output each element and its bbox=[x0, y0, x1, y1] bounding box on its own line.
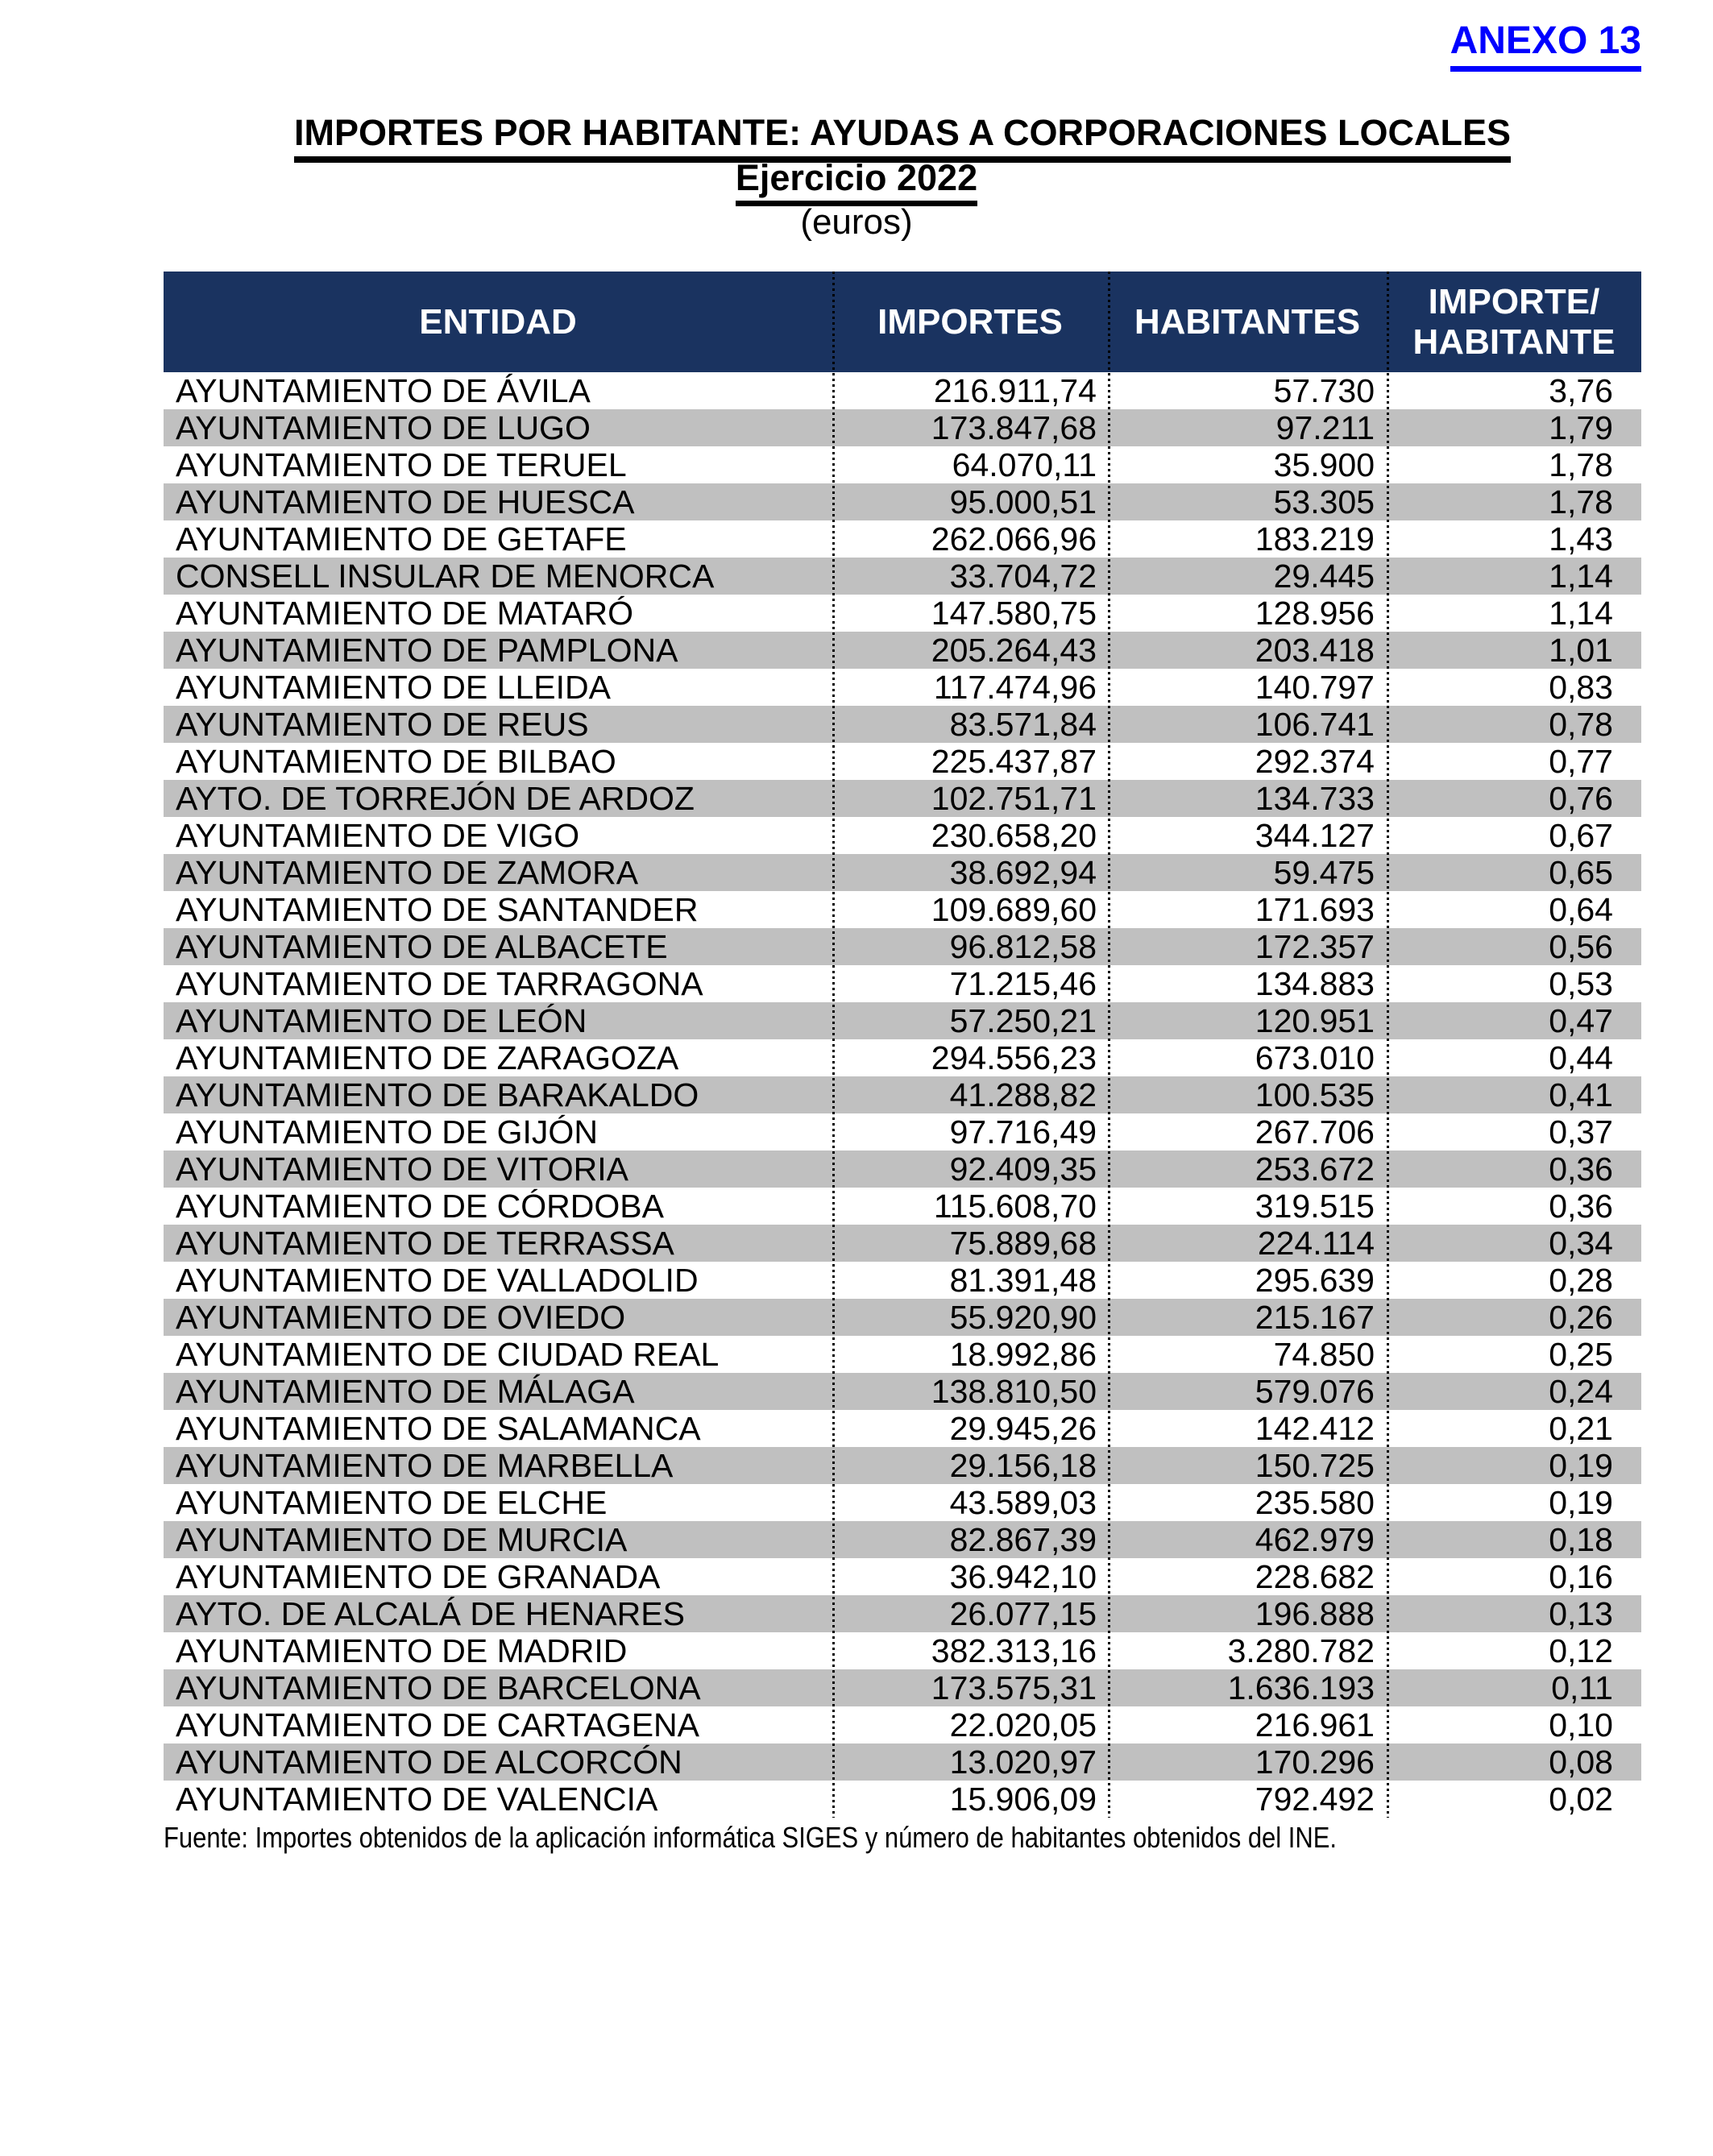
cell-ratio: 1,14 bbox=[1549, 595, 1613, 632]
cell-habitantes: 171.693 bbox=[1255, 891, 1375, 928]
cell-importes: 43.589,03 bbox=[949, 1484, 1097, 1521]
cell-entidad: AYUNTAMIENTO DE PAMPLONA bbox=[176, 632, 678, 669]
cell-entidad: AYUNTAMIENTO DE ELCHE bbox=[176, 1484, 608, 1521]
cell-ratio: 0,41 bbox=[1549, 1076, 1613, 1113]
cell-habitantes: 59.475 bbox=[1273, 854, 1375, 891]
cell-importes: 262.066,96 bbox=[931, 520, 1097, 558]
cell-habitantes: 142.412 bbox=[1255, 1410, 1375, 1447]
cell-ratio: 0,67 bbox=[1549, 817, 1613, 854]
cell-ratio: 0,34 bbox=[1549, 1225, 1613, 1262]
cell-entidad: AYUNTAMIENTO DE MATARÓ bbox=[176, 595, 633, 632]
cell-habitantes: 792.492 bbox=[1255, 1781, 1375, 1818]
data-table bbox=[164, 272, 1641, 1818]
cell-habitantes: 128.956 bbox=[1255, 595, 1375, 632]
cell-ratio: 0,21 bbox=[1549, 1410, 1613, 1447]
cell-importes: 109.689,60 bbox=[931, 891, 1097, 928]
cell-importes: 115.608,70 bbox=[933, 1188, 1097, 1225]
cell-ratio: 1,43 bbox=[1549, 520, 1613, 558]
table-row bbox=[164, 1225, 1641, 1262]
table-row bbox=[164, 1076, 1641, 1113]
cell-entidad: AYUNTAMIENTO DE SALAMANCA bbox=[176, 1410, 701, 1447]
table-body bbox=[164, 372, 1641, 1818]
cell-importes: 83.571,84 bbox=[949, 706, 1097, 743]
cell-entidad: AYUNTAMIENTO DE GIJÓN bbox=[176, 1113, 598, 1151]
cell-habitantes: 215.167 bbox=[1255, 1299, 1375, 1336]
cell-importes: 29.945,26 bbox=[949, 1410, 1097, 1447]
cell-habitantes: 673.010 bbox=[1255, 1039, 1375, 1076]
cell-habitantes: 100.535 bbox=[1255, 1076, 1375, 1113]
cell-habitantes: 57.730 bbox=[1273, 372, 1375, 409]
table-row bbox=[164, 1373, 1641, 1410]
cell-ratio: 0,08 bbox=[1549, 1743, 1613, 1781]
column-divider-2 bbox=[1108, 272, 1110, 1818]
cell-entidad: AYUNTAMIENTO DE MARBELLA bbox=[176, 1447, 674, 1484]
table-row bbox=[164, 1188, 1641, 1225]
cell-ratio: 0,65 bbox=[1549, 854, 1613, 891]
cell-importes: 57.250,21 bbox=[949, 1002, 1097, 1039]
cell-habitantes: 3.280.782 bbox=[1227, 1632, 1375, 1669]
column-divider-3 bbox=[1387, 272, 1389, 1818]
cell-habitantes: 579.076 bbox=[1255, 1373, 1375, 1410]
cell-importes: 138.810,50 bbox=[931, 1373, 1097, 1410]
cell-entidad: AYUNTAMIENTO DE VALLADOLID bbox=[176, 1262, 699, 1299]
table-row bbox=[164, 706, 1641, 743]
cell-entidad: AYUNTAMIENTO DE ZARAGOZA bbox=[176, 1039, 679, 1076]
table-header-row bbox=[164, 272, 1641, 372]
cell-importes: 205.264,43 bbox=[931, 632, 1097, 669]
table-row bbox=[164, 1410, 1641, 1447]
cell-importes: 75.889,68 bbox=[949, 1225, 1097, 1262]
cell-habitantes: 134.733 bbox=[1255, 780, 1375, 817]
source-note: Fuente: Importes obtenidos de la aplicación informática SIGES y número de habitantes obtenidos del INE. bbox=[164, 1821, 1337, 1854]
header-importe-habitante-line2: HABITANTE bbox=[1412, 321, 1616, 362]
cell-ratio: 0,83 bbox=[1549, 669, 1613, 706]
cell-ratio: 1,79 bbox=[1549, 409, 1613, 446]
page-title: IMPORTES POR HABITANTE: AYUDAS A CORPORACIONES LOCALES bbox=[294, 113, 1511, 163]
cell-entidad: AYUNTAMIENTO DE ÁVILA bbox=[176, 372, 591, 409]
cell-entidad: AYUNTAMIENTO DE TERRASSA bbox=[176, 1225, 674, 1262]
cell-entidad: AYUNTAMIENTO DE LEÓN bbox=[176, 1002, 587, 1039]
cell-habitantes: 235.580 bbox=[1255, 1484, 1375, 1521]
cell-entidad: AYUNTAMIENTO DE CARTAGENA bbox=[176, 1706, 700, 1743]
cell-importes: 173.847,68 bbox=[931, 409, 1097, 446]
column-divider-1 bbox=[832, 272, 835, 1818]
table-row bbox=[164, 1336, 1641, 1373]
table-row bbox=[164, 1002, 1641, 1039]
table-row bbox=[164, 965, 1641, 1002]
header-importe-habitante-line1: IMPORTE/ bbox=[1428, 281, 1600, 321]
table-row bbox=[164, 409, 1641, 446]
cell-ratio: 3,76 bbox=[1549, 372, 1613, 409]
table-row bbox=[164, 520, 1641, 558]
cell-habitantes: 134.883 bbox=[1255, 965, 1375, 1002]
cell-importes: 71.215,46 bbox=[949, 965, 1097, 1002]
cell-entidad: AYUNTAMIENTO DE BARAKALDO bbox=[176, 1076, 699, 1113]
cell-ratio: 0,36 bbox=[1549, 1188, 1613, 1225]
cell-importes: 225.437,87 bbox=[931, 743, 1097, 780]
table-row bbox=[164, 632, 1641, 669]
cell-ratio: 0,25 bbox=[1549, 1336, 1613, 1373]
cell-importes: 38.692,94 bbox=[949, 854, 1097, 891]
cell-importes: 18.992,86 bbox=[949, 1336, 1097, 1373]
cell-habitantes: 319.515 bbox=[1255, 1188, 1375, 1225]
table-row bbox=[164, 1521, 1641, 1558]
table-row bbox=[164, 1706, 1641, 1743]
cell-entidad: AYUNTAMIENTO DE HUESCA bbox=[176, 483, 635, 520]
table-row bbox=[164, 891, 1641, 928]
table-row bbox=[164, 1669, 1641, 1706]
table-row bbox=[164, 1447, 1641, 1484]
cell-ratio: 0,10 bbox=[1549, 1706, 1613, 1743]
cell-entidad: AYUNTAMIENTO DE SANTANDER bbox=[176, 891, 699, 928]
cell-habitantes: 140.797 bbox=[1255, 669, 1375, 706]
cell-ratio: 0,77 bbox=[1549, 743, 1613, 780]
cell-ratio: 0,13 bbox=[1549, 1595, 1613, 1632]
cell-importes: 64.070,11 bbox=[952, 446, 1097, 483]
cell-habitantes: 35.900 bbox=[1273, 446, 1375, 483]
cell-entidad: AYUNTAMIENTO DE TARRAGONA bbox=[176, 965, 703, 1002]
cell-entidad: AYUNTAMIENTO DE REUS bbox=[176, 706, 589, 743]
cell-habitantes: 183.219 bbox=[1255, 520, 1375, 558]
cell-habitantes: 53.305 bbox=[1273, 483, 1375, 520]
cell-entidad: AYUNTAMIENTO DE CÓRDOBA bbox=[176, 1188, 664, 1225]
cell-habitantes: 344.127 bbox=[1255, 817, 1375, 854]
cell-importes: 82.867,39 bbox=[949, 1521, 1097, 1558]
page-subtitle-year: Ejercicio 2022 bbox=[736, 158, 977, 206]
table-row bbox=[164, 1262, 1641, 1299]
cell-ratio: 0,24 bbox=[1549, 1373, 1613, 1410]
table-row bbox=[164, 372, 1641, 409]
table-row bbox=[164, 1781, 1641, 1818]
cell-entidad: AYUNTAMIENTO DE ZAMORA bbox=[176, 854, 639, 891]
cell-ratio: 0,11 bbox=[1551, 1669, 1613, 1706]
cell-entidad: AYTO. DE ALCALÁ DE HENARES bbox=[176, 1595, 685, 1632]
cell-importes: 102.751,71 bbox=[931, 780, 1097, 817]
cell-ratio: 1,01 bbox=[1549, 632, 1613, 669]
table-row bbox=[164, 1151, 1641, 1188]
cell-importes: 173.575,31 bbox=[931, 1669, 1097, 1706]
cell-entidad: AYUNTAMIENTO DE VITORIA bbox=[176, 1151, 628, 1188]
cell-importes: 26.077,15 bbox=[949, 1595, 1097, 1632]
cell-importes: 41.288,82 bbox=[949, 1076, 1097, 1113]
cell-importes: 13.020,97 bbox=[949, 1743, 1097, 1781]
table-row bbox=[164, 1558, 1641, 1595]
cell-entidad: AYUNTAMIENTO DE BARCELONA bbox=[176, 1669, 701, 1706]
cell-habitantes: 150.725 bbox=[1255, 1447, 1375, 1484]
cell-importes: 55.920,90 bbox=[949, 1299, 1097, 1336]
cell-habitantes: 29.445 bbox=[1273, 558, 1375, 595]
cell-importes: 216.911,74 bbox=[933, 372, 1097, 409]
cell-importes: 92.409,35 bbox=[949, 1151, 1097, 1188]
cell-habitantes: 196.888 bbox=[1255, 1595, 1375, 1632]
table-row bbox=[164, 1595, 1641, 1632]
table-row bbox=[164, 595, 1641, 632]
header-entidad: ENTIDAD bbox=[419, 301, 577, 342]
cell-ratio: 0,19 bbox=[1549, 1447, 1613, 1484]
cell-habitantes: 224.114 bbox=[1257, 1225, 1375, 1262]
cell-habitantes: 170.296 bbox=[1255, 1743, 1375, 1781]
cell-entidad: AYUNTAMIENTO DE ALCORCÓN bbox=[176, 1743, 682, 1781]
cell-entidad: AYUNTAMIENTO DE GETAFE bbox=[176, 520, 627, 558]
cell-importes: 36.942,10 bbox=[949, 1558, 1097, 1595]
cell-entidad: AYUNTAMIENTO DE LLEIDA bbox=[176, 669, 611, 706]
cell-importes: 22.020,05 bbox=[949, 1706, 1097, 1743]
cell-importes: 97.716,49 bbox=[949, 1113, 1097, 1151]
cell-entidad: AYUNTAMIENTO DE GRANADA bbox=[176, 1558, 661, 1595]
cell-habitantes: 253.672 bbox=[1255, 1151, 1375, 1188]
cell-entidad: AYUNTAMIENTO DE ALBACETE bbox=[176, 928, 668, 965]
cell-habitantes: 203.418 bbox=[1255, 632, 1375, 669]
table-row bbox=[164, 928, 1641, 965]
table-row bbox=[164, 780, 1641, 817]
cell-ratio: 0,64 bbox=[1549, 891, 1613, 928]
page-subtitle-units: (euros) bbox=[800, 202, 913, 242]
cell-importes: 147.580,75 bbox=[931, 595, 1097, 632]
cell-entidad: AYUNTAMIENTO DE MADRID bbox=[176, 1632, 628, 1669]
cell-habitantes: 462.979 bbox=[1255, 1521, 1375, 1558]
cell-ratio: 0,02 bbox=[1549, 1781, 1613, 1818]
cell-entidad: AYUNTAMIENTO DE MÁLAGA bbox=[176, 1373, 635, 1410]
cell-ratio: 0,47 bbox=[1549, 1002, 1613, 1039]
cell-ratio: 0,28 bbox=[1549, 1262, 1613, 1299]
cell-ratio: 0,78 bbox=[1549, 706, 1613, 743]
cell-habitantes: 97.211 bbox=[1275, 409, 1375, 446]
cell-entidad: AYTO. DE TORREJÓN DE ARDOZ bbox=[176, 780, 695, 817]
table-row bbox=[164, 854, 1641, 891]
cell-importes: 294.556,23 bbox=[931, 1039, 1097, 1076]
cell-ratio: 0,26 bbox=[1549, 1299, 1613, 1336]
cell-ratio: 0,76 bbox=[1549, 780, 1613, 817]
cell-ratio: 1,78 bbox=[1549, 446, 1613, 483]
cell-importes: 96.812,58 bbox=[949, 928, 1097, 965]
cell-ratio: 0,12 bbox=[1549, 1632, 1613, 1669]
cell-habitantes: 1.636.193 bbox=[1227, 1669, 1375, 1706]
cell-entidad: AYUNTAMIENTO DE BILBAO bbox=[176, 743, 616, 780]
cell-entidad: CONSELL INSULAR DE MENORCA bbox=[176, 558, 715, 595]
cell-ratio: 0,18 bbox=[1549, 1521, 1613, 1558]
cell-habitantes: 106.741 bbox=[1255, 706, 1375, 743]
table-row bbox=[164, 669, 1641, 706]
cell-importes: 81.391,48 bbox=[949, 1262, 1097, 1299]
cell-entidad: AYUNTAMIENTO DE MURCIA bbox=[176, 1521, 628, 1558]
cell-ratio: 0,19 bbox=[1549, 1484, 1613, 1521]
cell-ratio: 1,78 bbox=[1549, 483, 1613, 520]
cell-ratio: 1,14 bbox=[1549, 558, 1613, 595]
table-row bbox=[164, 483, 1641, 520]
table-row bbox=[164, 1039, 1641, 1076]
cell-entidad: AYUNTAMIENTO DE OVIEDO bbox=[176, 1299, 626, 1336]
table-row bbox=[164, 1632, 1641, 1669]
cell-habitantes: 267.706 bbox=[1255, 1113, 1375, 1151]
cell-ratio: 0,56 bbox=[1549, 928, 1613, 965]
table-row bbox=[164, 1743, 1641, 1781]
cell-importes: 29.156,18 bbox=[949, 1447, 1097, 1484]
title-block bbox=[164, 113, 1641, 163]
cell-entidad: AYUNTAMIENTO DE CIUDAD REAL bbox=[176, 1336, 720, 1373]
cell-importes: 15.906,09 bbox=[949, 1781, 1097, 1818]
table-row bbox=[164, 1113, 1641, 1151]
header-importes: IMPORTES bbox=[877, 301, 1063, 342]
header-importe-habitante bbox=[1387, 282, 1641, 363]
header-habitantes: HABITANTES bbox=[1134, 301, 1361, 342]
cell-entidad: AYUNTAMIENTO DE VALENCIA bbox=[176, 1781, 658, 1818]
cell-habitantes: 120.951 bbox=[1255, 1002, 1375, 1039]
cell-ratio: 0,37 bbox=[1549, 1113, 1613, 1151]
cell-importes: 382.313,16 bbox=[931, 1632, 1097, 1669]
cell-importes: 95.000,51 bbox=[949, 483, 1097, 520]
cell-importes: 117.474,96 bbox=[933, 669, 1097, 706]
table-row bbox=[164, 1299, 1641, 1336]
cell-entidad: AYUNTAMIENTO DE VIGO bbox=[176, 817, 580, 854]
cell-habitantes: 216.961 bbox=[1255, 1706, 1375, 1743]
cell-entidad: AYUNTAMIENTO DE LUGO bbox=[176, 409, 591, 446]
cell-habitantes: 172.357 bbox=[1255, 928, 1375, 965]
table-row bbox=[164, 446, 1641, 483]
table-row bbox=[164, 817, 1641, 854]
cell-habitantes: 295.639 bbox=[1255, 1262, 1375, 1299]
cell-importes: 230.658,20 bbox=[931, 817, 1097, 854]
table-row bbox=[164, 743, 1641, 780]
cell-entidad: AYUNTAMIENTO DE TERUEL bbox=[176, 446, 627, 483]
cell-ratio: 0,53 bbox=[1549, 965, 1613, 1002]
cell-ratio: 0,36 bbox=[1549, 1151, 1613, 1188]
cell-ratio: 0,44 bbox=[1549, 1039, 1613, 1076]
cell-habitantes: 292.374 bbox=[1255, 743, 1375, 780]
cell-habitantes: 74.850 bbox=[1273, 1336, 1375, 1373]
table-row bbox=[164, 558, 1641, 595]
cell-importes: 33.704,72 bbox=[949, 558, 1097, 595]
table-row bbox=[164, 1484, 1641, 1521]
anexo-link[interactable]: ANEXO 13 bbox=[1450, 21, 1641, 72]
cell-ratio: 0,16 bbox=[1549, 1558, 1613, 1595]
cell-habitantes: 228.682 bbox=[1255, 1558, 1375, 1595]
